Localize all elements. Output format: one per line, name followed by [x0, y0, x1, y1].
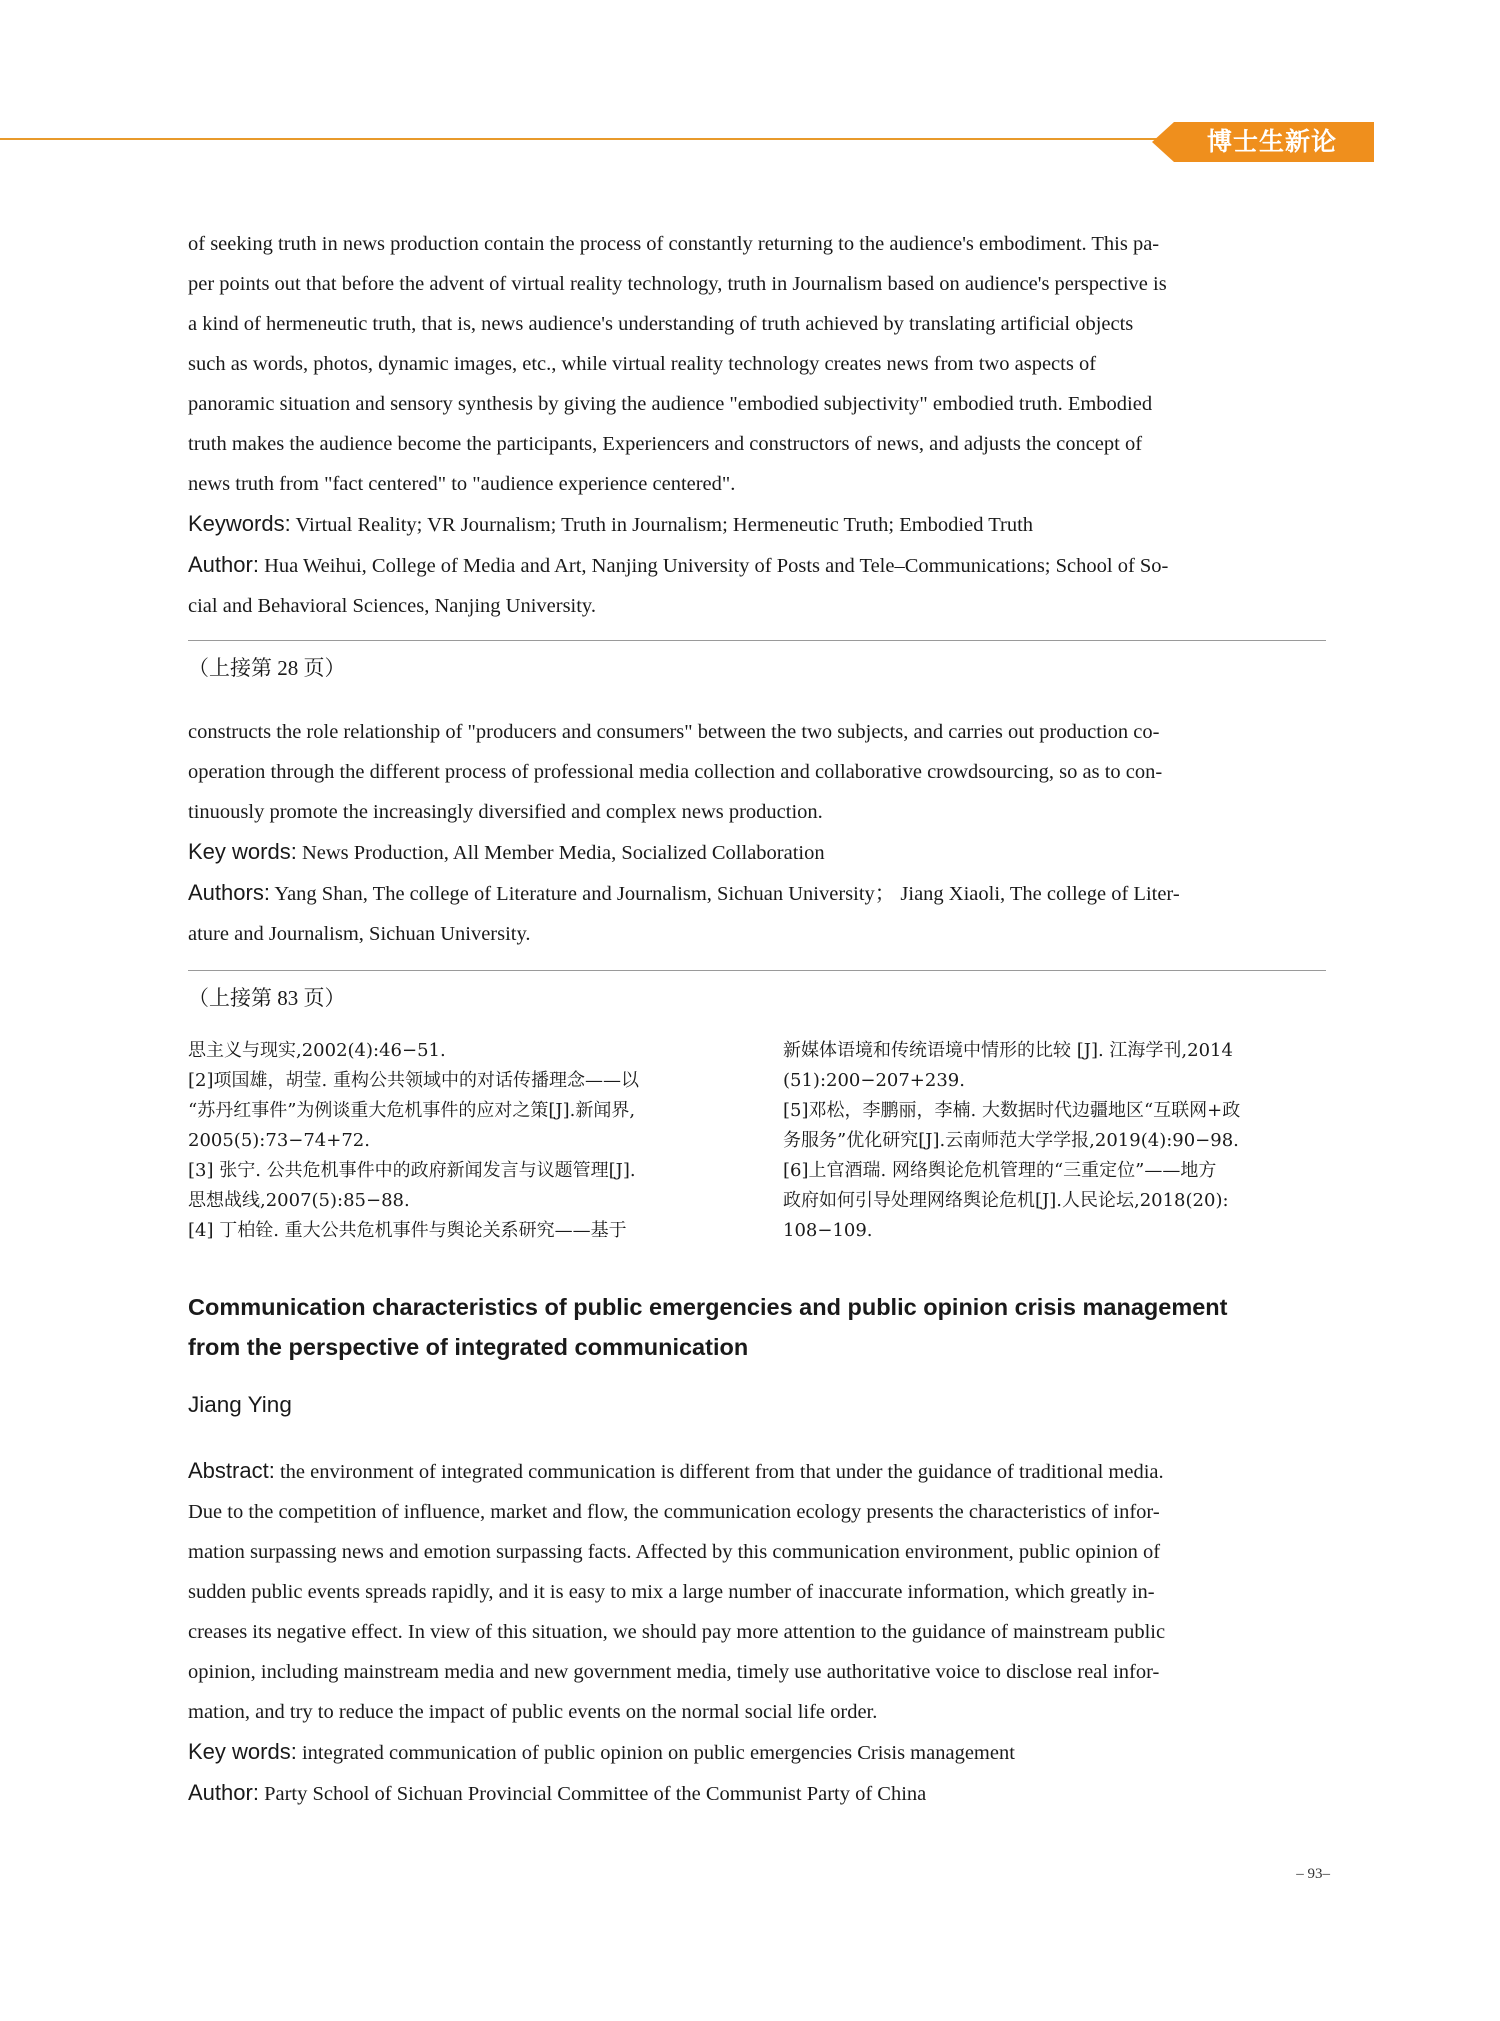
abstract-line: truth makes the audience become the participants, Experiencers and constructors of news, and adjusts the concept of — [188, 433, 1143, 455]
abstract-line: Due to the competition of influence, market and flow, the communication ecology presents the characteristics of infor- — [188, 1501, 1160, 1523]
author-row — [188, 1773, 1326, 1814]
abstract-line: a kind of hermeneutic truth, that is, news audience's understanding of truth achieved by translating artificial objects — [188, 313, 1134, 335]
authors-row-cont: ature and Journalism, Sichuan University. — [188, 923, 531, 945]
author-row-cont: cial and Behavioral Sciences, Nanjing University. — [188, 595, 596, 617]
references-columns — [188, 1036, 1326, 1246]
keywords-text: Virtual Reality; VR Journalism; Truth in Journalism; Hermeneutic Truth; Embodied Truth — [295, 514, 1034, 536]
abstract-row — [188, 1451, 1326, 1492]
keywords-row — [188, 1732, 1326, 1773]
reference-line: (51):200−207+239. — [783, 1070, 965, 1091]
section-divider — [188, 640, 1326, 641]
abstract-label: Abstract: — [188, 1458, 275, 1483]
continuation-label: （上接第 83 页） — [188, 986, 346, 1010]
abstract-text: the environment of integrated communication is different from that under the guidance of traditional media. — [279, 1461, 1164, 1483]
reference-line: 政府如何引导处理网络舆论危机[J].人民论坛,2018(20): — [783, 1190, 1229, 1211]
keywords-row — [188, 504, 1326, 545]
abstract-line: of seeking truth in news production contain the process of constantly returning to the audience's embodiment. This pa- — [188, 233, 1160, 255]
authors-row — [188, 873, 1326, 914]
reference-line: 思主义与现实,2002(4):46−51. — [188, 1040, 446, 1061]
abstract-line: creases its negative effect. In view of this situation, we should pay more attention to the guidance of mainstream public — [188, 1621, 1166, 1643]
reference-line: “苏丹红事件”为例谈重大危机事件的应对之策[J].新闻界, — [188, 1100, 636, 1121]
continuation-83-block — [188, 982, 1326, 1246]
reference-line: [6]上官酒瑞. 网络舆论危机管理的“三重定位”——地方 — [783, 1160, 1217, 1181]
reference-line: 新媒体语境和传统语境中情形的比较 [J]. 江海学刊,2014 — [783, 1040, 1233, 1061]
abstract-line: tinuously promote the increasingly diversified and complex news production. — [188, 801, 823, 823]
abstract-line: constructs the role relationship of "producers and consumers" between the two subjects, and carries out production co- — [188, 721, 1160, 743]
header-rule — [0, 138, 1160, 140]
authors-text: Yang Shan, The college of Literature and Journalism, Sichuan University； Jiang Xiaoli, The college of Liter- — [274, 883, 1180, 905]
references-left-column — [188, 1036, 731, 1246]
authors-label: Authors: — [188, 880, 270, 905]
continuation-label: （上接第 28 页） — [188, 656, 346, 680]
continuation-28-block — [188, 652, 1326, 954]
author-label: Author: — [188, 1780, 259, 1805]
reference-line: [2]项国雄，胡莹. 重构公共领域中的对话传播理念——以 — [188, 1070, 639, 1091]
article-author: Jiang Ying — [188, 1392, 292, 1417]
keywords-text: News Production, All Member Media, Socialized Collaboration — [301, 842, 825, 864]
abstract-line: per points out that before the advent of virtual reality technology, truth in Journalism based on audience's perspective is — [188, 273, 1167, 295]
abstract-line: panoramic situation and sensory synthesis by giving the audience "embodied subjectivity" embodied truth. Embodied — [188, 393, 1153, 415]
abstract-line: news truth from "fact centered" to "audience experience centered". — [188, 473, 736, 495]
article2-block — [188, 1287, 1326, 1814]
reference-line: [5]邓松，李鹏丽，李楠. 大数据时代边疆地区“互联网+政 — [783, 1100, 1241, 1121]
author-row — [188, 545, 1326, 586]
reference-line: 2005(5):73−74+72. — [188, 1130, 370, 1151]
article1-block — [188, 224, 1326, 626]
keywords-label: Key words: — [188, 1739, 297, 1764]
section-title: 博士生新论 — [1206, 127, 1337, 156]
reference-line: 108−109. — [783, 1220, 873, 1241]
reference-line: [4] 丁柏铨. 重大公共危机事件与舆论关系研究——基于 — [188, 1220, 627, 1241]
abstract-line: operation through the different process of professional media collection and collaborative crowdsourcing, so as to con- — [188, 761, 1163, 783]
section-divider — [188, 970, 1326, 971]
keywords-row — [188, 832, 1326, 873]
abstract-line: such as words, photos, dynamic images, etc., while virtual reality technology creates news from two aspects of — [188, 353, 1097, 375]
abstract-line: sudden public events spreads rapidly, and it is easy to mix a large number of inaccurate information, which greatly in- — [188, 1581, 1155, 1603]
author-text: Party School of Sichuan Provincial Committee of the Communist Party of China — [264, 1783, 927, 1805]
reference-line: [3] 张宁. 公共危机事件中的政府新闻发言与议题管理[J]. — [188, 1160, 636, 1181]
author-label: Author: — [188, 552, 259, 577]
reference-line: 思想战线,2007(5):85−88. — [188, 1190, 410, 1211]
abstract-line: mation surpassing news and emotion surpassing facts. Affected by this communication environment, public opinion of — [188, 1541, 1161, 1563]
page-number: – 93– — [1296, 1866, 1330, 1882]
keywords-label: Keywords: — [188, 511, 291, 536]
article-title-cont: from the perspective of integrated communication — [188, 1334, 749, 1360]
abstract-line: opinion, including mainstream media and new government media, timely use authoritative voice to disclose real infor- — [188, 1661, 1160, 1683]
article-title: Communication characteristics of public emergencies and public opinion crisis management — [188, 1294, 1228, 1320]
keywords-text: integrated communication of public opinion on public emergencies Crisis management — [301, 1742, 1015, 1764]
author-text: Hua Weihui, College of Media and Art, Nanjing University of Posts and Tele–Communications; School of So- — [264, 555, 1169, 577]
references-right-column — [783, 1036, 1326, 1246]
reference-line: 务服务”优化研究[J].云南师范大学学报,2019(4):90−98. — [783, 1130, 1239, 1151]
keywords-label: Key words: — [188, 839, 297, 864]
abstract-line: mation, and try to reduce the impact of public events on the normal social life order. — [188, 1701, 878, 1723]
